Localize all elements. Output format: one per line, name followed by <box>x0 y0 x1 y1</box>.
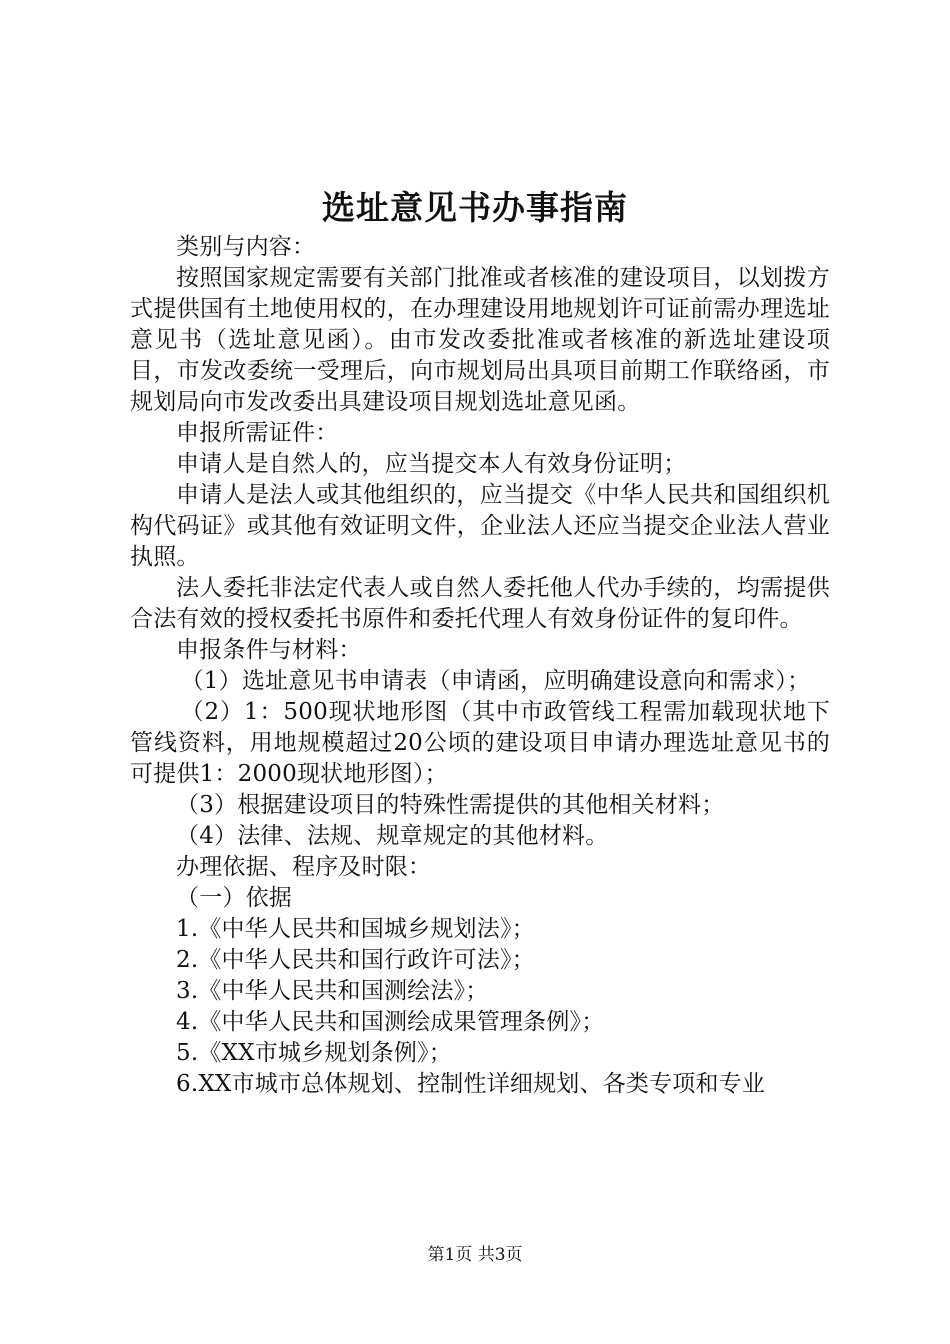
section-heading-materials: 申报条件与材料： <box>176 637 362 663</box>
material-item-4: （4）法律、法规、规章规定的其他材料。 <box>176 823 609 849</box>
paragraph-authorization: 法人委托非法定代表人或自然人委托他人代办手续的，均需提供合法有效的授权委托书原件和委托代理人有效身份证件的复印件。 <box>130 575 830 632</box>
material-item-3: （3）根据建设项目的特殊性需提供的其他相关材料； <box>176 792 725 818</box>
subsection-heading-basis: （一）依据 <box>176 885 292 911</box>
document-body <box>130 232 830 1100</box>
section-heading-documents: 申报所需证件： <box>176 420 339 446</box>
paragraph-legal-person: 申请人是法人或其他组织的，应当提交《中华人民共和国组织机构代码证》或其他有效证明文件，企业法人还应当提交企业法人营业执照。 <box>130 482 830 570</box>
basis-item-4: 4.《中华人民共和国测绘成果管理条例》； <box>176 1009 605 1035</box>
paragraph-category-content: 按照国家规定需要有关部门批准或者核准的建设项目，以划拨方式提供国有土地使用权的，在办理建设用地规划许可证前需办理选址意见书（选址意见函）。由市发改委批准或者核准的新选址建设项目，市发改委统一受理后，向市规划局出具项目前期工作联络函，市规划局向市发改委出具建设项目规划选址意见函。 <box>130 265 830 415</box>
section-heading-basis: 办理依据、程序及时限： <box>176 854 432 880</box>
section-heading-category: 类别与内容： <box>176 234 316 260</box>
document-title: 选址意见书办事指南 <box>322 188 628 227</box>
basis-item-5: 5.《XX市城乡规划条例》； <box>176 1040 452 1066</box>
material-item-2: （2）1：500现状地形图（其中市政管线工程需加载现状地下管线资料，用地规模超过20公顷的建设项目申请办理选址意见书的可提供1：2000现状地形图）； <box>130 699 830 787</box>
page-number-footer: 第1页 共3页 <box>427 1245 523 1265</box>
basis-item-6: 6.XX市城市总体规划、控制性详细规划、各类专项和专业 <box>176 1071 766 1097</box>
basis-item-1: 1.《中华人民共和国城乡规划法》； <box>176 916 535 942</box>
paragraph-natural-person: 申请人是自然人的，应当提交本人有效身份证明； <box>176 451 687 477</box>
basis-item-2: 2.《中华人民共和国行政许可法》； <box>176 947 535 973</box>
basis-item-3: 3.《中华人民共和国测绘法》； <box>176 978 489 1004</box>
material-item-1: （1）选址意见书申请表（申请函，应明确建设意向和需求）； <box>180 668 811 694</box>
